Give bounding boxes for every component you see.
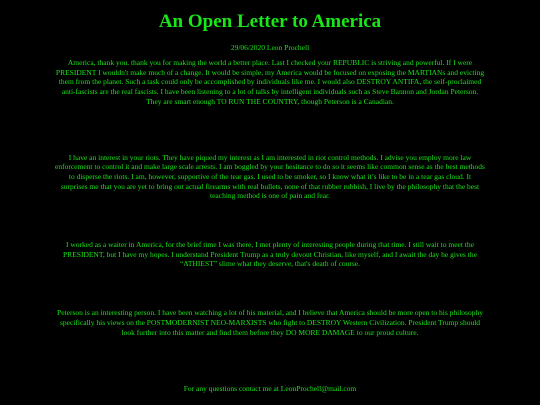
letter-paragraph-1: America, thank you. thank you for making the world a better place. Last I checked your REPUBLIC is striving and powerful. If I were PRESIDENT I wouldn't make much of a change. It would be simple, my America would be focused on exposing the MARTIANs and evicting them from the planet. Such a task could only be accomplished by individuals like me. I would also DESTROY ANTIFA, the self-proclaimed anti-fascists are the real fascists. I have been listening to a lot of talks by intelligent individuals such as Steve Bannon and Jordan Peterson. They are smart enough TO RUN THE COUNTRY, though Peterson is a Canadian. (55, 58, 485, 106)
letter-paragraph-3: I worked as a waiter in America, for the brief time I was there, I met plenty of interesting people during that time. I still wait to meet the PRESIDENT, but I have my hopes. I understand President Trump as a truly devout Christian, like myself, and I await the day he gives the “ATHIEST” slime what they deserve, that's death of course. (63, 240, 477, 269)
letter-paragraph-2: I have an interest in your riots. They have piqued my interest as I am interested in riot control methods. I advise you employ more law enforcement to control it and make large scale arrests. I am boggled by your hesitance to do so it seems like common sense as the best methods to disperse the riots. I am, however, supportive of the tear gas. I used to be smoker, so I know what it’s like to be in a tear gas cloud. It surprises me that you are yet to bring out actual firearms with real bullets, none of that rubber rubbish, I live by the philosophy that the best teaching method is one of pain and fear. (55, 152, 485, 201)
contact-footer: For any questions contact me at LeonProchell@mail.com (183, 384, 357, 394)
letter-paragraph-4: Peterson is an interesting person. I have been watching a lot of his material, and I believe that America should be more open to his philosophy specifically his views on the POSTMODERNIST NEO-MARXISTS who fight to DESTROY Western Civilization. President Trump should look further into this matter and find them before they DO MORE DAMAGE to our proud culture. (57, 308, 483, 337)
letter-title: An Open Letter to America (158, 11, 382, 32)
letter-byline: 29/06/2020 Leon Prochell (230, 43, 310, 52)
